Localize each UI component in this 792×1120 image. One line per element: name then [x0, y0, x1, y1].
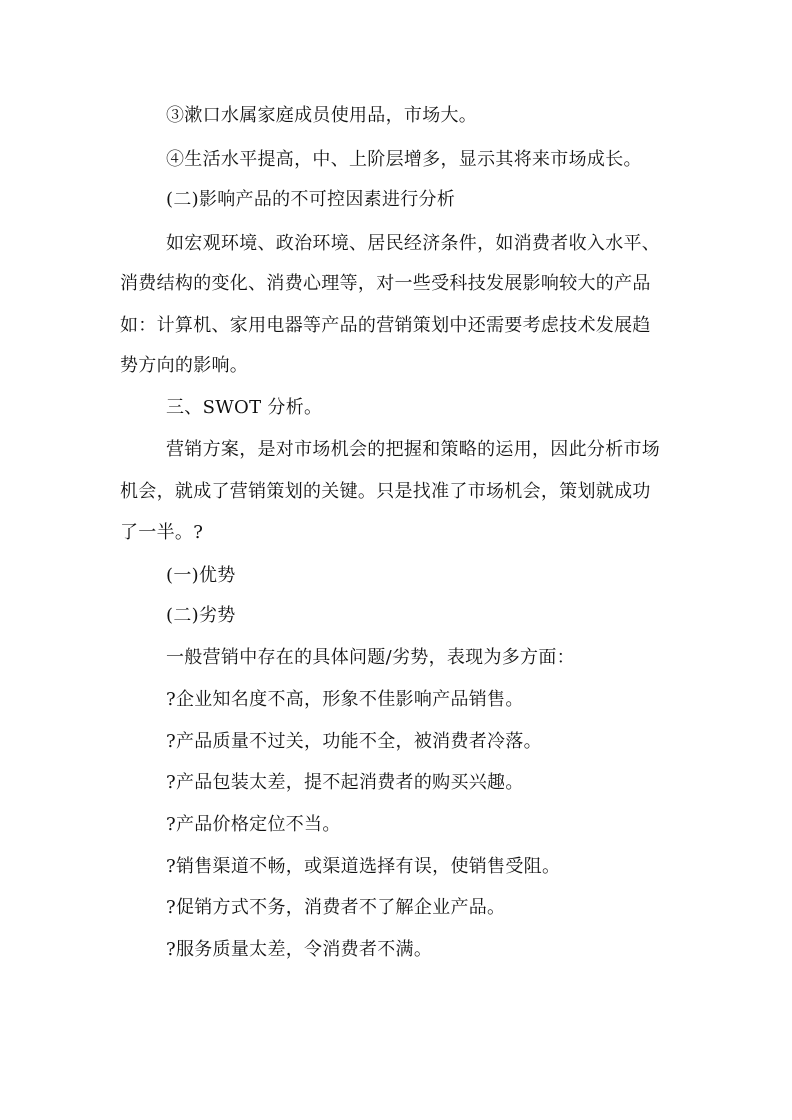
section-heading: (二)影响产品的不可控因素进行分析	[166, 189, 456, 210]
section-heading: (一)优势	[166, 565, 236, 586]
list-item: ?企业知名度不高，形象不佳影响产品销售。	[166, 689, 524, 710]
list-item: ?产品价格定位不当。	[166, 814, 341, 835]
text-line: ④生活水平提高，中、上阶层增多，显示其将来市场成长。	[166, 149, 642, 170]
text-line: 如：计算机、家用电器等产品的营销策划中还需要考虑技术发展趋	[120, 315, 651, 336]
list-item: ?服务质量太差，令消费者不满。	[166, 939, 433, 960]
list-item: ?销售渠道不畅，或渠道选择有误，使销售受阻。	[166, 856, 561, 877]
text-line: 营销方案，是对市场机会的把握和策略的运用，因此分析市场	[166, 439, 661, 460]
text-line: 了一半。?	[120, 522, 204, 543]
text-line: ③漱口水属家庭成员使用品，市场大。	[166, 105, 478, 126]
text-line: 消费结构的变化、消费心理等，对一些受科技发展影响较大的产品	[120, 273, 651, 294]
list-item: ?促销方式不务，消费者不了解企业产品。	[166, 897, 506, 918]
text-line: 势方向的影响。	[120, 355, 249, 376]
section-heading: 三、SWOT 分析。	[166, 397, 323, 418]
text-line: 如宏观环境、政治环境、居民经济条件，如消费者收入水平、	[166, 233, 661, 254]
text-line: 一般营销中存在的具体问题/劣势，表现为多方面：	[166, 647, 575, 668]
text-line: 机会，就成了营销策划的关键。只是找准了市场机会，策划就成功	[120, 481, 651, 502]
list-item: ?产品包装太差，提不起消费者的购买兴趣。	[166, 772, 524, 793]
section-heading: (二)劣势	[166, 605, 236, 626]
list-item: ?产品质量不过关，功能不全，被消费者冷落。	[166, 731, 542, 752]
